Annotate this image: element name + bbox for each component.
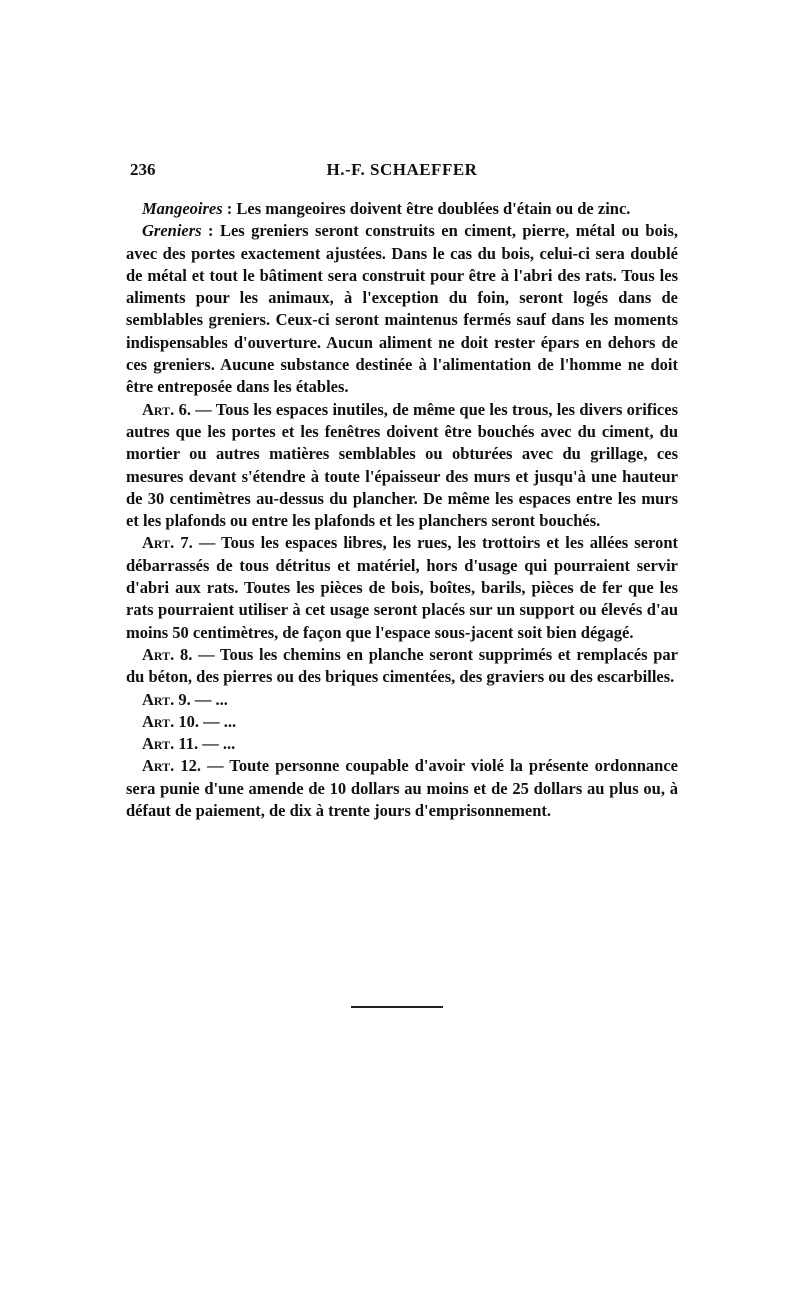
end-rule [351, 1006, 443, 1008]
article-label: Art. 7. [142, 533, 193, 553]
paragraph-text: — Tous les espaces libres, les rues, les trottoirs et les allées seront débarrassés de tous détritus et matériel, hors d'usage qui pourraient servir d'abri aux rats. Toutes les pièces de bois, boîtes, barils, pièces de fer que les rats pourraient utiliser à cet usage seront placés sur un support ou élevés d'au moins 50 centimètres, de façon que l'espace sous-jacent soit bien dégagé. [126, 533, 678, 642]
paragraph-art-8 [126, 644, 678, 689]
paragraph-text: : Les mangeoires doivent être doublées d'étain ou de zinc. [222, 199, 631, 218]
article-label: Art. 12. [142, 756, 201, 776]
paragraph-text: — Tous les chemins en planche seront supprimés et remplacés par du béton, des pierres ou des briques cimentées, des graviers ou des escarbilles. [126, 644, 678, 687]
paragraph-text: — Toute personne coupable d'avoir violé la présente ordonnance sera punie d'une amende de 10 dollars au moins et de 25 dollars au plus ou, à défaut de paiement, de dix à trente jours d'emprisonnement. [126, 756, 678, 821]
paragraph-text: : Les greniers seront construits en ciment, pierre, métal ou bois, avec des portes exactement ajustées. Dans le cas du bois, celui-ci sera doublé de métal et tout le bâtiment sera construit pour être à l'abri des rats. Tous les aliments pour les animaux, à l'exception du foin, seront logés dans de semblables greniers. Ceux-ci seront maintenus fermés sauf dans les moments indispensables d'ouverture. Aucun aliment ne doit rester épars en dehors de ces greniers. Aucune substance destinée à l'alimentation de l'homme ne doit être entreposée dans les étables. [126, 221, 678, 397]
article-label: Art. 8. [142, 644, 193, 664]
paragraph-text: — Tous les espaces inutiles, de même que les trous, les divers orifices autres que les portes et les fenêtres doivent être bouchés avec du ciment, du mortier ou autres matières semblables ou obturées avec du grillage, ces mesures devant s'étendre à toute l'épaisseur des murs et jusqu'à une hauteur de 30 centimètres au-dessus du plancher. De même les espaces entre les murs et les plafonds ou entre les plafonds et les planchers seront bouchés. [126, 399, 678, 531]
article-label: Art. 11. [142, 734, 199, 754]
article-label: Art. 10. [142, 711, 200, 731]
paragraph-lead: Greniers [142, 221, 202, 241]
paragraph-lead: Mangeoires [142, 199, 223, 218]
paragraph-art-9 [126, 689, 678, 711]
paragraph-art-7 [126, 532, 678, 643]
paragraph-art-11 [126, 733, 678, 755]
paragraph-mangeoires [126, 198, 678, 220]
paragraph-text: — ... [199, 711, 237, 731]
article-label: Art. 6. [142, 399, 191, 419]
paragraph-text: — ... [198, 734, 236, 754]
article-label: Art. 9. [142, 689, 191, 709]
page-number: 236 [130, 160, 156, 179]
document-page [126, 160, 678, 822]
paragraph-art-6 [126, 399, 678, 533]
running-head: H.-F. SCHAEFFER [326, 160, 478, 179]
paragraph-art-12 [126, 755, 678, 822]
paragraph-art-10 [126, 711, 678, 733]
paragraph-text: — ... [190, 689, 228, 709]
body-text [126, 198, 678, 822]
page-header [126, 160, 678, 186]
paragraph-greniers [126, 220, 678, 398]
